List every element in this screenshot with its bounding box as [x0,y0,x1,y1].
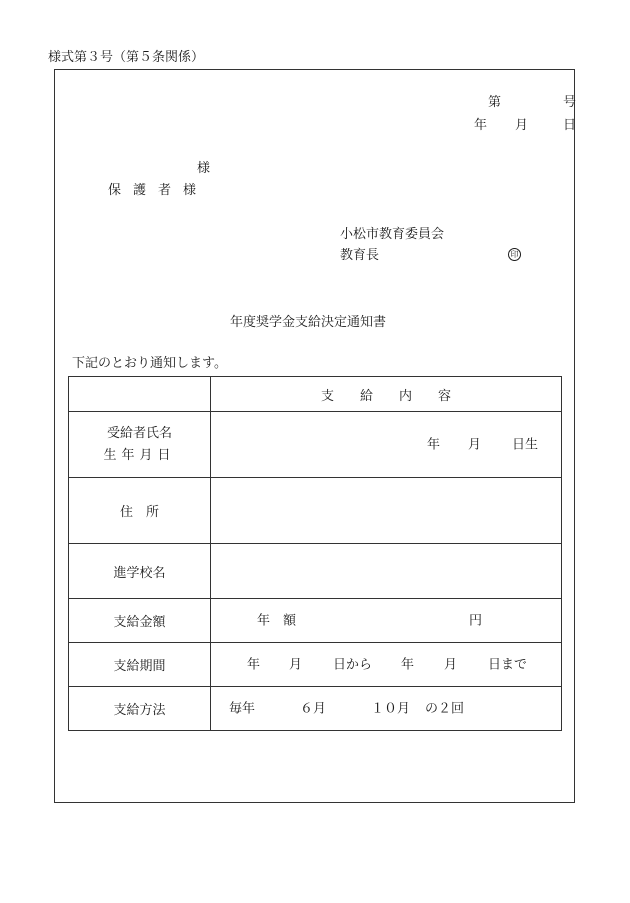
amount-value-cell [211,599,562,643]
school-label: 進学校名 [113,565,166,581]
table-row [69,599,562,643]
table-row [69,687,562,731]
intro-text: 下記のとおり通知します。 [72,356,227,371]
document-title: 年度奨学金支給決定通知書 [230,315,387,330]
period-start-year-unit: 年 [247,657,261,672]
issuer-organization: 小松市教育委員会 [340,227,445,242]
issuer-title: 教育長 [340,248,380,263]
table-row [69,478,562,544]
method-twice: の２回 [425,701,465,716]
table-header-label: 支給内容 [320,388,477,404]
amount-label-cell [69,599,211,643]
form-number-label: 様式第３号（第５条関係） [48,50,205,65]
period-start-month-unit: 月 [289,657,303,672]
method-value-cell [211,687,562,731]
period-end-month-unit: 月 [444,657,458,672]
table-row [69,377,562,412]
period-start-day-unit: 日から [333,657,373,672]
seal-icon: 印 [508,248,521,261]
period-end-year-unit: 年 [401,657,415,672]
issue-date-month: 月 [515,118,529,133]
address-label: 住 所 [119,505,159,520]
amount-yen-unit: 円 [469,613,483,628]
amount-label: 支給金額 [113,615,166,630]
address-value-cell [211,478,562,544]
table-header-cell [211,377,562,412]
period-end-day-unit: 日まで [488,657,528,672]
issue-date-year: 年 [474,118,488,133]
method-june: ６月 [300,701,327,716]
birth-month-unit: 月 [468,437,482,452]
period-label: 支給期間 [113,659,166,674]
document-number-suffix: 号 [563,95,577,110]
method-label: 支給方法 [113,703,166,718]
recipient-label-cell [69,412,211,478]
amount-annual-label: 年 額 [257,613,297,628]
table-row [69,544,562,599]
addressee-line-2: 保護者様 [108,183,209,198]
method-every-year: 毎年 [229,701,256,716]
recipient-name-label: 受給者氏名 [106,425,172,441]
method-october: １０月 [371,701,411,716]
details-table [68,376,562,731]
birth-year-unit: 年 [427,437,441,452]
school-label-cell [69,544,211,599]
recipient-value-cell [211,412,562,478]
method-label-cell [69,687,211,731]
birth-day-unit: 日生 [512,437,539,452]
issue-date-day: 日 [563,118,577,133]
birthdate-label: 生年月日 [103,447,176,463]
period-label-cell [69,643,211,687]
address-label-cell [69,478,211,544]
table-row [69,643,562,687]
table-row [69,412,562,478]
school-value-cell [211,544,562,599]
document-number-prefix: 第 [488,95,502,110]
period-value-cell [211,643,562,687]
table-header-blank [69,377,211,412]
addressee-line-1: 様 [197,161,211,176]
